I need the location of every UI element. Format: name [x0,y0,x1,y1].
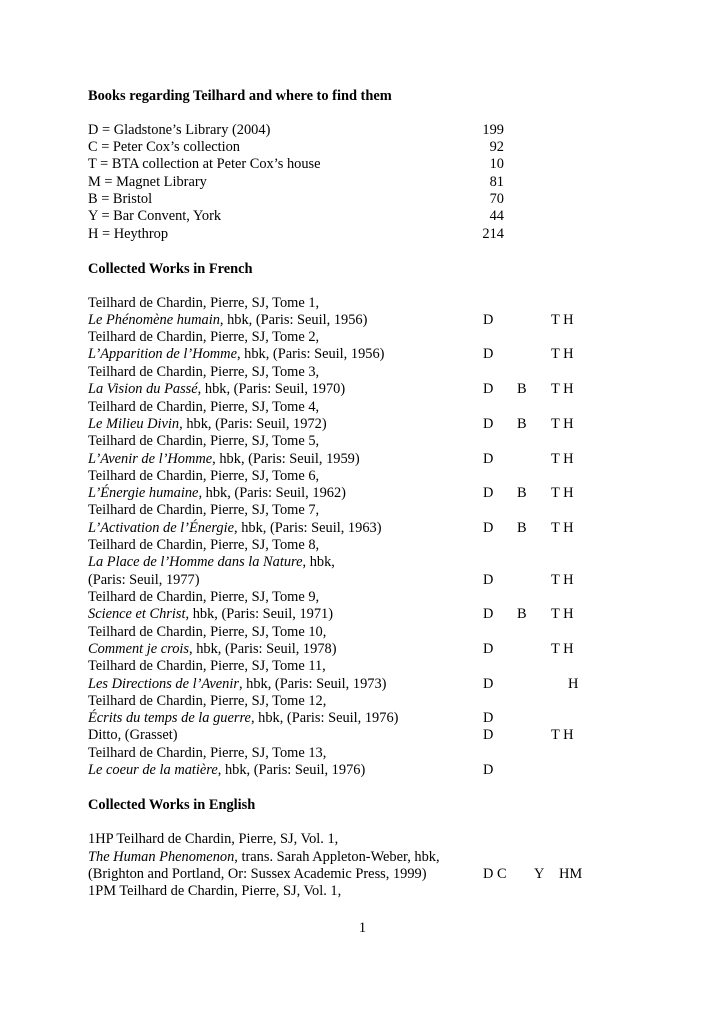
entry-author: Teilhard de Chardin, Pierre, SJ, Tome 7, [88,502,320,518]
entry-title: Les Directions de l’Avenir [88,676,239,692]
location-d: D [483,416,494,432]
entry-title-line [88,762,365,779]
entry-author: Teilhard de Chardin, Pierre, SJ, Tome 4, [88,399,320,415]
legend-item: H = Heythrop [88,226,169,242]
entry-author: Teilhard de Chardin, Pierre, SJ, Tome 10, [88,624,327,640]
entry-title: La Vision du Passé [88,381,198,397]
entry-publisher: (Paris: Seuil, 1977) [88,572,200,588]
location-d: D [483,710,494,726]
entry-title: La Place de l’Homme dans la Nature [88,554,303,570]
entry-details: , hbk, (Paris: Seuil, 1956) [236,346,385,362]
location-hm: HM [559,866,583,882]
legend-item: B = Bristol [88,191,153,207]
legend-count: 214 [482,226,504,242]
entry-title: L’Apparition de l’Homme [88,346,237,362]
entry-title-line [88,381,345,398]
legend-item: T = BTA collection at Peter Cox’s house [88,156,321,172]
location-d: D [483,762,494,778]
location-th: T H [551,451,574,467]
entry-title-line [88,520,382,537]
entry-details: , hbk, (Paris: Seuil, 1972) [179,416,327,432]
location-b: B [517,485,527,501]
entry-details: , hbk, (Paris: Seuil, 1959) [212,451,360,467]
entry-title: L’Avenir de l’Homme [88,451,213,467]
location-d: D [483,572,494,588]
entry-author: Teilhard de Chardin, Pierre, SJ, Tome 13, [88,745,327,761]
entry-title: Le coeur de la matière [88,762,218,778]
entry-title-line [88,346,384,363]
legend-count: 44 [489,208,504,224]
location-th: T H [551,572,574,588]
entry-title-line [88,849,440,866]
entry-author: Teilhard de Chardin, Pierre, SJ, Tome 12, [88,693,327,709]
entry-author: Teilhard de Chardin, Pierre, SJ, Tome 9, [88,589,320,605]
legend-count: 92 [489,139,504,155]
entry-ditto: Ditto, (Grasset) [88,727,178,743]
entry-details: , hbk, (Paris: Seuil, 1978) [189,641,337,657]
location-y: Y [534,866,545,882]
location-th: T H [551,416,574,432]
entry-author: Teilhard de Chardin, Pierre, SJ, Tome 5, [88,433,320,449]
location-d: D [483,451,494,467]
legend-item: D = Gladstone’s Library (2004) [88,122,271,138]
entry-title-line [88,485,346,502]
entry-details: , hbk, (Paris: Seuil, 1973) [238,676,387,692]
section-heading-english: Collected Works in English [88,797,256,813]
entry-title: Le Milieu Divin [88,416,180,432]
location-th: T H [551,606,574,622]
entry-title: Écrits du temps de la guerre [88,710,251,726]
entry-publisher: (Brighton and Portland, Or: Sussex Academic Press, 1999) [88,866,427,882]
location-b: B [517,606,527,622]
entry-title-line [88,606,333,623]
location-d: D [483,485,494,501]
location-b: B [517,381,527,397]
entry-title: Comment je crois [88,641,189,657]
entry-details: , hbk, (Paris: Seuil, 1956) [219,312,368,328]
entry-details: , hbk, (Paris: Seuil, 1962) [198,485,346,501]
location-th: T H [551,346,574,362]
entry-details: , hbk, [302,554,335,570]
location-b: B [517,520,527,536]
location-d: D [483,606,494,622]
entry-author: Teilhard de Chardin, Pierre, SJ, Tome 6, [88,468,320,484]
page-number: 1 [358,920,367,936]
entry-details: , hbk, (Paris: Seuil, 1963) [234,520,382,536]
location-d: D [483,520,494,536]
entry-details: , hbk, (Paris: Seuil, 1971) [185,606,334,622]
legend-item: M = Magnet Library [88,174,207,190]
location-d: D [483,641,494,657]
entry-title-line [88,416,327,433]
entry-title: The Human Phenomenon [88,849,235,865]
entry-title: Le Phénomène humain [88,312,220,328]
location-dc: D C [483,866,507,882]
entry-details: , hbk, (Paris: Seuil, 1976) [250,710,399,726]
location-d: D [483,381,494,397]
entry-details: , hbk, (Paris: Seuil, 1976) [217,762,366,778]
entry-title-line [88,554,335,571]
entry-details: , trans. Sarah Appleton-Weber, hbk, [234,849,440,865]
location-th: H [568,676,579,692]
location-d: D [483,346,494,362]
location-th: T H [551,520,574,536]
entry-title: L’Énergie humaine [88,485,199,501]
legend-item: C = Peter Cox’s collection [88,139,241,155]
location-d: D [483,312,494,328]
entry-author: Teilhard de Chardin, Pierre, SJ, Tome 3, [88,364,320,380]
location-th: T H [551,381,574,397]
entry-title-line [88,641,337,658]
section-heading-french: Collected Works in French [88,261,253,277]
entry-author: Teilhard de Chardin, Pierre, SJ, Tome 2, [88,329,320,345]
legend-count: 70 [489,191,504,207]
location-d: D [483,676,494,692]
location-th: T H [551,727,574,743]
entry-title-line [88,312,367,329]
location-th: T H [551,641,574,657]
entry-author: Teilhard de Chardin, Pierre, SJ, Tome 11, [88,658,326,674]
entry-title-line [88,676,386,693]
entry-title-line [88,710,398,727]
entry-author: Teilhard de Chardin, Pierre, SJ, Tome 1, [88,295,320,311]
location-th: T H [551,485,574,501]
entry-author: Teilhard de Chardin, Pierre, SJ, Tome 8, [88,537,320,553]
page-heading: Books regarding Teilhard and where to find them [88,88,392,104]
location-b: B [517,416,527,432]
legend-count: 199 [482,122,504,138]
legend-count: 10 [489,156,504,172]
legend-item: Y = Bar Convent, York [88,208,222,224]
legend-count: 81 [489,174,504,190]
entry-title: Science et Christ [88,606,186,622]
entry-details: , hbk, (Paris: Seuil, 1970) [197,381,346,397]
entry-title-line [88,451,360,468]
entry-author: 1HP Teilhard de Chardin, Pierre, SJ, Vol. 1, [88,831,339,847]
location-th: T H [551,312,574,328]
entry-title: L’Activation de l’Énergie [88,520,234,536]
entry-author: 1PM Teilhard de Chardin, Pierre, SJ, Vol. 1, [88,883,342,899]
location-d: D [483,727,494,743]
